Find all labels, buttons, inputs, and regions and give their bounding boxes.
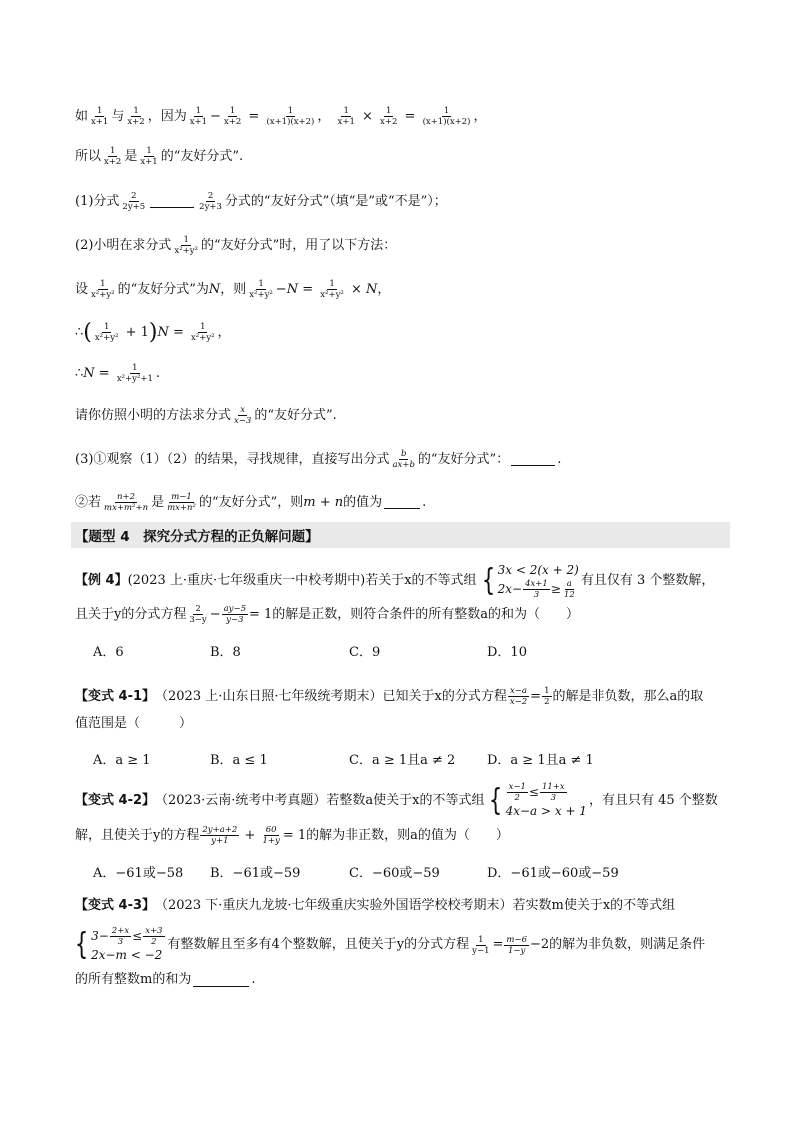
text: ，则 <box>220 281 247 297</box>
text: 有且仅有 3 个整数解， <box>580 573 715 588</box>
text: 的“友好分式”. <box>160 148 244 164</box>
text: 与 <box>111 108 125 124</box>
fraction: $\frac{1}{\text{x²+y²+1}}$ <box>116 363 153 384</box>
fraction: $\frac{2}{2y+5}$ <box>122 191 146 212</box>
text: × <box>362 108 373 124</box>
variant-4-1-line-1 <box>75 686 734 707</box>
text: 请你仿照小明的方法求分式 <box>75 407 232 423</box>
text: 的“友好分式”为 <box>117 281 209 297</box>
fraction: $\frac{1}{2}$ <box>544 686 550 707</box>
text: 的“友好分式”. <box>254 407 337 423</box>
text: ，有且只有 45 个整数 <box>588 793 718 808</box>
question-3-2 <box>75 492 734 513</box>
text: − <box>210 108 221 124</box>
text: = 1的解为非正数，则a的值为（ ） <box>282 827 509 843</box>
variant-4-3-line-3 <box>75 970 734 990</box>
method-line-1 <box>75 279 734 300</box>
text: 的“友好分式”时，用了以下方法： <box>200 237 397 253</box>
text: 的所有整数m的和为 <box>75 972 192 987</box>
text: (1)分式 <box>75 193 120 209</box>
intro-line-1 <box>75 106 734 127</box>
text: 有整数解且至多有4个整数解，且使关于y的分式方程 <box>167 937 470 952</box>
inequality-system: { 3x < 2(x + 2) 2x− $\frac{4x+1}{3}$ ≥ $\frac{a}{12}$ <box>481 563 579 600</box>
question-2 <box>75 235 734 256</box>
tag: 【变式 4-1】 <box>75 688 156 704</box>
text: = <box>530 688 542 704</box>
option-a[interactable]: A．−61或−58 <box>93 866 184 881</box>
text: − <box>209 606 221 622</box>
tag: 【例 4】 <box>75 573 128 588</box>
text: (3)①观察（1）（2）的结果，寻找规律，直接写出分式 <box>75 451 390 467</box>
text: = <box>404 108 416 124</box>
fraction: $\frac{1}{x+1}$ <box>337 106 355 127</box>
fraction: $\frac{n+2}{\text{mx+m²+n}}$ <box>104 492 149 513</box>
text: + 1 <box>125 324 149 340</box>
fraction: $\frac{m-1}{\text{mx+n²}}$ <box>167 492 196 513</box>
text: . <box>155 365 161 381</box>
text: m + n <box>303 494 344 510</box>
option-b[interactable]: B．8 <box>210 645 241 660</box>
option-c[interactable]: C．a ≥ 1且a ≠ 2 <box>349 753 456 768</box>
inequality-system: { 3− $\frac{2+x}{3}$ ≤ $\frac{x+3}{2}$ 2x−m < −2 <box>74 926 163 962</box>
fraction: $\frac{1}{y-1}$ <box>472 934 490 956</box>
source: （2023·云南·统考中考真题） <box>155 793 327 808</box>
variant-4-3-line-2 <box>70 926 734 964</box>
option-a[interactable]: A．a ≥ 1 <box>93 753 151 768</box>
text: − <box>275 281 287 297</box>
answer-blank-2[interactable] <box>511 453 555 466</box>
text: = <box>248 108 260 124</box>
fraction: $\frac{1}{\text{x²+y²}}$ <box>320 279 344 300</box>
text: = <box>492 937 504 952</box>
fraction: $\frac{1}{x+1}$ <box>91 106 109 127</box>
source: （2023 下·重庆九龙坡·七年级重庆实验外国语学校校考期末） <box>155 898 513 913</box>
fraction: $\frac{1}{x+2}$ <box>104 146 122 167</box>
text: 已知关于x的分式方程 <box>382 688 507 704</box>
text: N = <box>157 324 184 340</box>
fraction: $\frac{1}{x+2}$ <box>223 106 242 127</box>
option-d[interactable]: D．−61或−60或−59 <box>487 866 619 881</box>
text: ，因为 <box>147 108 187 124</box>
variant-4-3-line-1 <box>75 896 734 916</box>
text: = 1的解是正数，则符合条件的所有整数a的和为（ ） <box>249 606 580 622</box>
fraction: $\frac{1}{x+1}$ <box>140 146 158 167</box>
fraction: $\frac{ay-5}{y-3}$ <box>223 604 247 625</box>
example-4-line-1 <box>75 564 734 598</box>
text: ， <box>317 108 331 124</box>
text: 所以 <box>75 148 102 164</box>
fraction: $\frac{1}{(x+1)(x+2)}$ <box>266 106 315 127</box>
method-line-3 <box>75 363 734 384</box>
option-c[interactable]: C．9 <box>349 645 381 660</box>
option-a[interactable]: A．6 <box>93 645 124 660</box>
fraction: $\frac{1}{\text{x²+y²}}$ <box>91 279 115 300</box>
fraction: $\frac{1}{x+2}$ <box>127 106 145 127</box>
option-d[interactable]: D．a ≥ 1且a ≠ 1 <box>487 753 594 768</box>
method-line-2: ∴ ( $\frac{1}{\text{x²+y²}}$ + 1 ) N = $\frac{1}{\text{x²+y²}}$ ， <box>75 319 231 345</box>
fraction: $\frac{2}{2y+3}$ <box>199 191 222 212</box>
text: ∴ <box>75 324 84 340</box>
option-c[interactable]: C．−60或−59 <box>349 866 440 881</box>
text: . <box>251 972 256 987</box>
text: 若关于x的不等式组 <box>365 573 477 588</box>
text: 若实数m使关于x的不等式组 <box>512 898 676 913</box>
section-heading: 【题型 4 探究分式方程的正负解问题】 <box>71 522 730 548</box>
text: 的“友好分式”： <box>417 451 510 467</box>
option-d[interactable]: D．10 <box>487 645 527 660</box>
fraction: $\frac{m-6}{1-y}$ <box>506 934 527 956</box>
text: 若整数a使关于x的不等式组 <box>326 793 485 808</box>
option-b[interactable]: B．a ≤ 1 <box>210 753 268 768</box>
inequality-system: { $\frac{x-1}{2}$ ≤ $\frac{11+x}{3}$ 4x−a > x + 1 <box>489 782 587 818</box>
text: −2的解为非负数，则满足条件 <box>529 937 706 952</box>
text: 值范围是（ ） <box>75 716 193 731</box>
text: ， <box>377 281 391 297</box>
variable: N <box>366 281 378 297</box>
answer-blank-1[interactable] <box>150 195 194 208</box>
fraction: $\frac{1}{(x+1)(x+2)}$ <box>422 106 471 127</box>
fraction: $\frac{2}{3-y}$ <box>189 604 207 625</box>
text: 解，且使关于y的方程 <box>75 827 200 843</box>
text: ∴ <box>75 365 84 381</box>
answer-blank-3[interactable] <box>384 496 420 509</box>
example-4-line-2 <box>75 604 734 625</box>
fraction: $\frac{1}{x+1}$ <box>189 106 208 127</box>
text: 的“友好分式”，则 <box>198 494 304 510</box>
text: . <box>557 451 562 467</box>
text: 的解是非负数，那么a的取 <box>552 688 704 704</box>
text: 分式的“友好分式”（填“是”或“不是”）； <box>224 193 447 209</box>
source: (2023 上·重庆·七年级重庆一中校考期中) <box>127 573 366 588</box>
text: × <box>350 281 362 297</box>
fraction: $\frac{b}{ax+b}$ <box>392 449 415 470</box>
variable: N <box>286 281 299 297</box>
text: ， <box>217 324 231 340</box>
text: 是 <box>151 494 165 510</box>
variant-4-2-line-1 <box>75 782 734 820</box>
question-1 <box>75 191 734 212</box>
fraction: $\frac{x-a}{x-2}$ <box>509 686 528 707</box>
text: . <box>422 494 427 510</box>
text: 是 <box>124 148 138 164</box>
text: N = <box>83 365 110 381</box>
variable: N <box>208 281 221 297</box>
text: (2)小明在求分式 <box>75 237 172 253</box>
option-b[interactable]: B．−61或−59 <box>210 866 301 881</box>
text: ， <box>473 108 487 124</box>
fraction: $\frac{1}{\text{x²+y²}}$ <box>174 235 198 256</box>
text: 如 <box>75 108 89 124</box>
text: 设 <box>75 281 89 297</box>
fraction: $\frac{60}{1+y}$ <box>262 825 280 846</box>
text: = <box>302 281 314 297</box>
text: + <box>244 827 256 843</box>
tag: 【变式 4-2】 <box>75 793 156 808</box>
text: ②若 <box>75 494 102 510</box>
source: （2023 上·山东日照·七年级统考期末） <box>155 688 383 704</box>
variant-4-1-line-2 <box>75 714 734 734</box>
fraction: $\frac{x}{x-3}$ <box>234 405 252 426</box>
fraction: $\frac{1}{\text{x²+y²}}$ <box>249 279 273 300</box>
text: 且关于y的分式方程 <box>75 606 187 622</box>
answer-blank-4[interactable] <box>193 974 249 987</box>
fraction: $\frac{1}{x+2}$ <box>380 106 398 127</box>
variant-4-2-line-2 <box>75 825 734 846</box>
fraction: $\frac{1}{\text{x²+y²}}$ <box>191 322 215 343</box>
text: 3x < 2(x + 2) <box>497 563 579 577</box>
intro-line-2 <box>75 146 734 167</box>
text: 的值为 <box>343 494 383 510</box>
fraction: $\frac{1}{\text{x²+y²}}$ <box>94 322 119 343</box>
tag: 【变式 4-3】 <box>75 898 156 913</box>
question-2-task <box>75 405 734 426</box>
question-3-1 <box>75 449 734 470</box>
fraction: $\frac{2y+a+2}{y+1}$ <box>202 825 238 846</box>
